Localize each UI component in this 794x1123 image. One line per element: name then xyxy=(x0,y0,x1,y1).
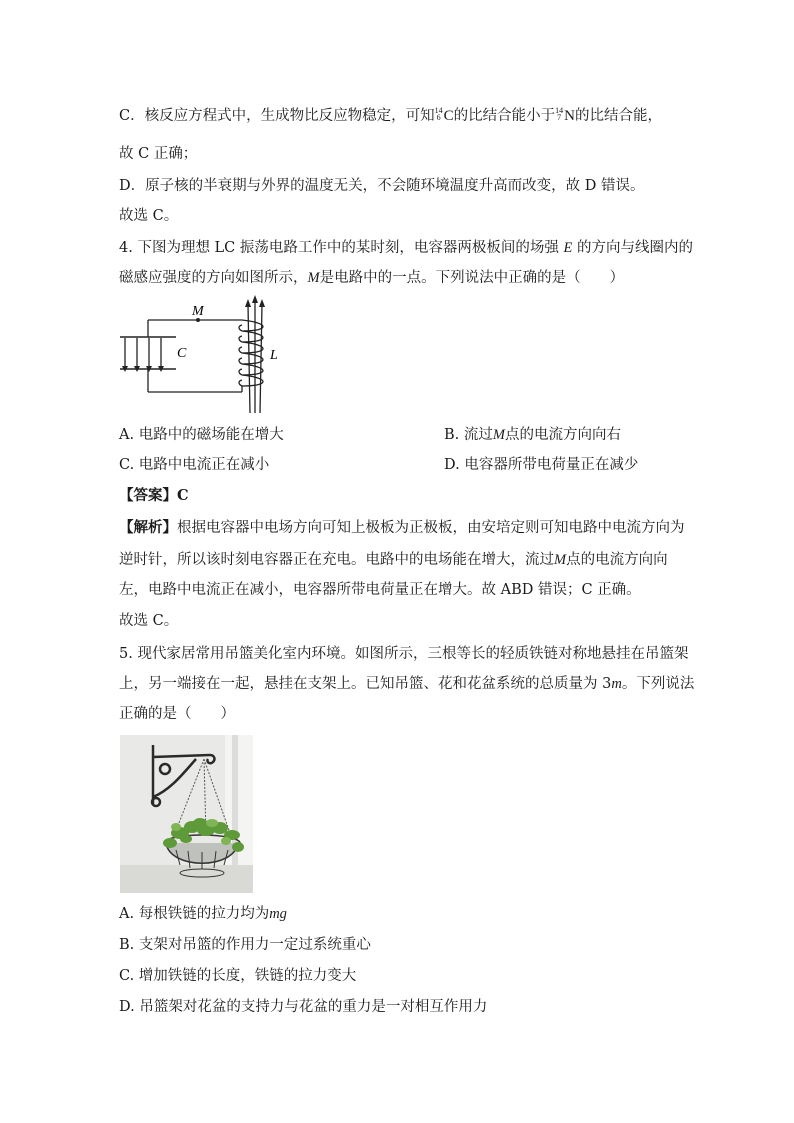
question-5-line-1: 5. 现代家居常用吊篮美化室内环境。如图所示，三根等长的轻质铁链对称地悬挂在吊篮架 xyxy=(119,646,689,662)
text-segment: 根据电容器中电场方向可知上极板为正极板，由安培定则可知电路中电流方向为 xyxy=(177,520,685,536)
q4-option-b xyxy=(444,425,621,445)
label-m: M xyxy=(192,304,204,319)
answer-line: 【答案】C xyxy=(119,487,189,504)
text-segment: C．核反应方程式中，生成物比反应物稳定，可知 xyxy=(119,108,435,124)
text-segment: 的比结合能， xyxy=(574,108,662,124)
label-c: C xyxy=(177,346,187,361)
hanging-basket-illustration xyxy=(120,735,253,893)
symbol-m: M xyxy=(554,552,567,568)
option-c-conclusion: 故 C 正确； xyxy=(119,146,198,162)
option-c-line xyxy=(119,106,662,126)
explanation-line-1 xyxy=(119,518,685,538)
mass-number: 14 xyxy=(434,106,443,115)
text-segment: 点的电流方向向右 xyxy=(504,427,621,443)
mass-number: 14 xyxy=(555,106,564,115)
text-segment: 是电路中的一点。下列说法中正确的是（ ） xyxy=(319,270,625,286)
text-segment: A. 每根铁链的拉力均为 xyxy=(119,906,270,922)
symbol-mg: mg xyxy=(269,906,287,922)
q4-option-a: A. 电路中的磁场能在增大 xyxy=(119,427,284,443)
q5-option-b: B. 支架对吊篮的作用力一定过系统重心 xyxy=(119,937,371,953)
question-5-line-2 xyxy=(119,674,694,694)
symbol-m-lower: m xyxy=(611,676,622,692)
text-segment: 的方向与线圈内的 xyxy=(576,240,693,256)
option-d-line: D．原子核的半衰期与外界的温度无关，不会随环境温度升高而改变，故 D 错误。 xyxy=(119,178,645,194)
lc-circuit-diagram xyxy=(110,295,290,420)
label-l: L xyxy=(270,348,278,363)
symbol-m: M xyxy=(307,270,320,286)
text-segment: 上，另一端接在一起，悬挂在支架上。已知吊篮、花和花盆系统的总质量为 3 xyxy=(119,676,612,692)
text-segment: 4. 下图为理想 LC 振荡电路工作中的某时刻，电容器两极板间的场强 xyxy=(119,240,559,256)
selection-line-1: 故选 C。 xyxy=(119,208,179,224)
text-segment: B. 流过 xyxy=(444,427,493,443)
question-5-line-3: 正确的是（ ） xyxy=(119,706,235,722)
element-symbol: N xyxy=(564,108,575,124)
nitrogen-14-symbol xyxy=(555,106,575,126)
text-segment: 点的电流方向向 xyxy=(566,552,668,568)
atomic-number: 6 xyxy=(436,113,441,122)
q5-option-a xyxy=(119,904,287,924)
question-4-line-1 xyxy=(119,238,693,258)
text-segment: 逆时针，所以该时刻电容器正在充电。电路中的电场能在增大，流过 xyxy=(119,552,554,568)
text-segment: 。下列说法 xyxy=(621,676,695,692)
question-4-line-2 xyxy=(119,268,624,288)
text-segment: 磁感应强度的方向如图所示， xyxy=(119,270,308,286)
symbol-m: M xyxy=(492,427,505,443)
element-symbol: C xyxy=(443,108,454,124)
explanation-line-3: 左，电路中电流正在减小，电容器所带电荷量正在增大。故 ABD 错误；C 正确。 xyxy=(119,582,641,598)
explanation-label: 【解析】 xyxy=(119,519,177,536)
q5-option-d: D. 吊篮架对花盆的支持力与花盆的重力是一对相互作用力 xyxy=(119,999,488,1015)
q5-option-c: C. 增加铁链的长度，铁链的拉力变大 xyxy=(119,968,357,984)
explanation-line-2 xyxy=(119,550,668,570)
text-segment: 的比结合能小于 xyxy=(453,108,556,124)
symbol-e: E xyxy=(563,240,573,256)
hanging-basket-photo xyxy=(120,735,253,893)
selection-line-2: 故选 C。 xyxy=(119,613,179,629)
q4-option-c: C. 电路中电流正在减小 xyxy=(119,457,270,473)
atomic-number: 7 xyxy=(557,113,562,122)
q4-option-d: D. 电容器所带电荷量正在减少 xyxy=(444,457,639,473)
carbon-14-symbol xyxy=(434,106,454,126)
